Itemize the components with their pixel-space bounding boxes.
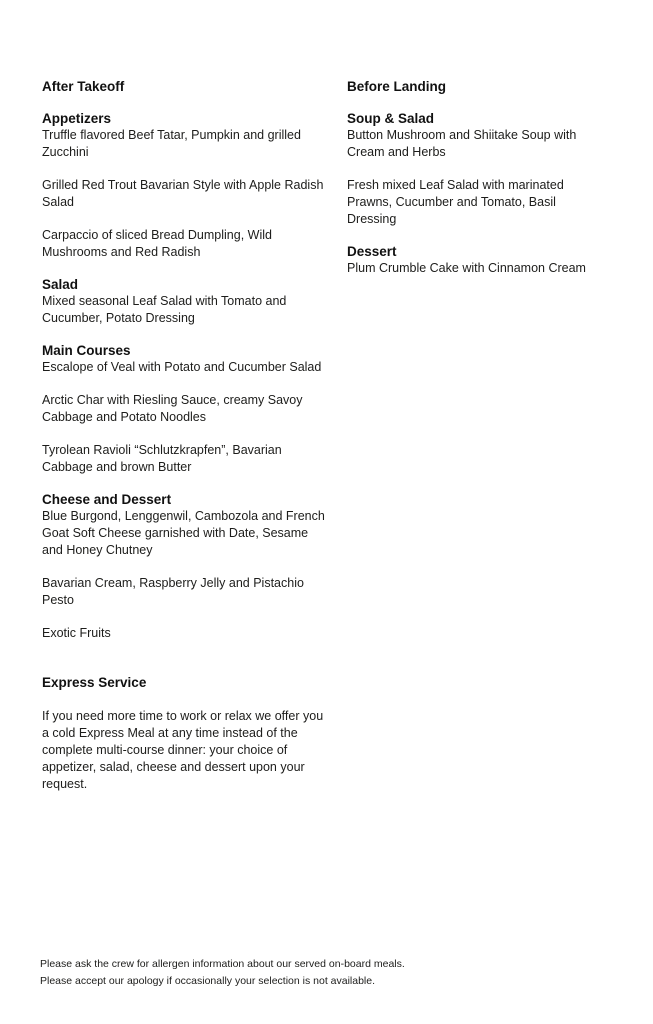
column-before-landing xyxy=(347,78,607,277)
menu-item: Plum Crumble Cake with Cinnamon Cream xyxy=(347,261,586,275)
menu-item: Button Mushroom and Shiitake Soup with Cream and Herbs xyxy=(347,128,577,159)
menu-item: Grilled Red Trout Bavarian Style with Apple Radish Salad xyxy=(42,178,324,209)
section-heading-cheese-and-dessert: Cheese and Dessert xyxy=(42,492,172,507)
column-title-before-landing: Before Landing xyxy=(347,79,447,94)
menu-item: Truffle flavored Beef Tatar, Pumpkin and grilled Zucchini xyxy=(42,128,301,159)
section-salad xyxy=(42,276,329,327)
menu-item: Arctic Char with Riesling Sauce, creamy Savoy Cabbage and Potato Noodles xyxy=(42,393,303,424)
section-dessert xyxy=(347,243,607,277)
express-service-text: If you need more time to work or relax we offer you a cold Express Meal at any time instead of the complete multi-course dinner: your choice of appetizer, salad, cheese and dessert upon your request. xyxy=(42,709,324,791)
menu-item: Bavarian Cream, Raspberry Jelly and Pistachio Pesto xyxy=(42,576,304,607)
section-main-courses xyxy=(42,342,329,476)
column-after-takeoff xyxy=(42,78,347,793)
menu-item: Escalope of Veal with Potato and Cucumber Salad xyxy=(42,360,322,374)
menu-item: Fresh mixed Leaf Salad with marinated Prawns, Cucumber and Tomato, Basil Dressing xyxy=(347,178,564,226)
section-cheese-and-dessert xyxy=(42,491,329,642)
menu-item: Tyrolean Ravioli “Schlutzkrapfen”, Bavarian Cabbage and brown Butter xyxy=(42,443,282,474)
footer-note-allergen: Please ask the crew for allergen information about our served on-board meals. xyxy=(40,958,405,970)
section-heading-appetizers: Appetizers xyxy=(42,111,112,126)
section-appetizers xyxy=(42,110,329,261)
section-heading-main-courses: Main Courses xyxy=(42,343,131,358)
menu-item: Mixed seasonal Leaf Salad with Tomato and Cucumber, Potato Dressing xyxy=(42,294,287,325)
menu-item: Carpaccio of sliced Bread Dumpling, Wild Mushrooms and Red Radish xyxy=(42,228,272,259)
column-title-after-takeoff: After Takeoff xyxy=(42,79,125,94)
section-soup-and-salad xyxy=(347,110,607,228)
express-service-block xyxy=(42,674,329,793)
menu-item: Exotic Fruits xyxy=(42,626,111,640)
menu-item: Blue Burgond, Lenggenwil, Cambozola and French Goat Soft Cheese garnished with Date, Sesame and Honey Chutney xyxy=(42,509,325,557)
footer-note-apology: Please accept our apology if occasionally your selection is not available. xyxy=(40,975,376,987)
menu-columns xyxy=(42,78,653,793)
section-heading-soup-and-salad: Soup & Salad xyxy=(347,111,435,126)
section-heading-salad: Salad xyxy=(42,277,79,292)
express-service-heading: Express Service xyxy=(42,675,147,690)
section-heading-dessert: Dessert xyxy=(347,244,397,259)
footer-notes xyxy=(40,956,405,990)
